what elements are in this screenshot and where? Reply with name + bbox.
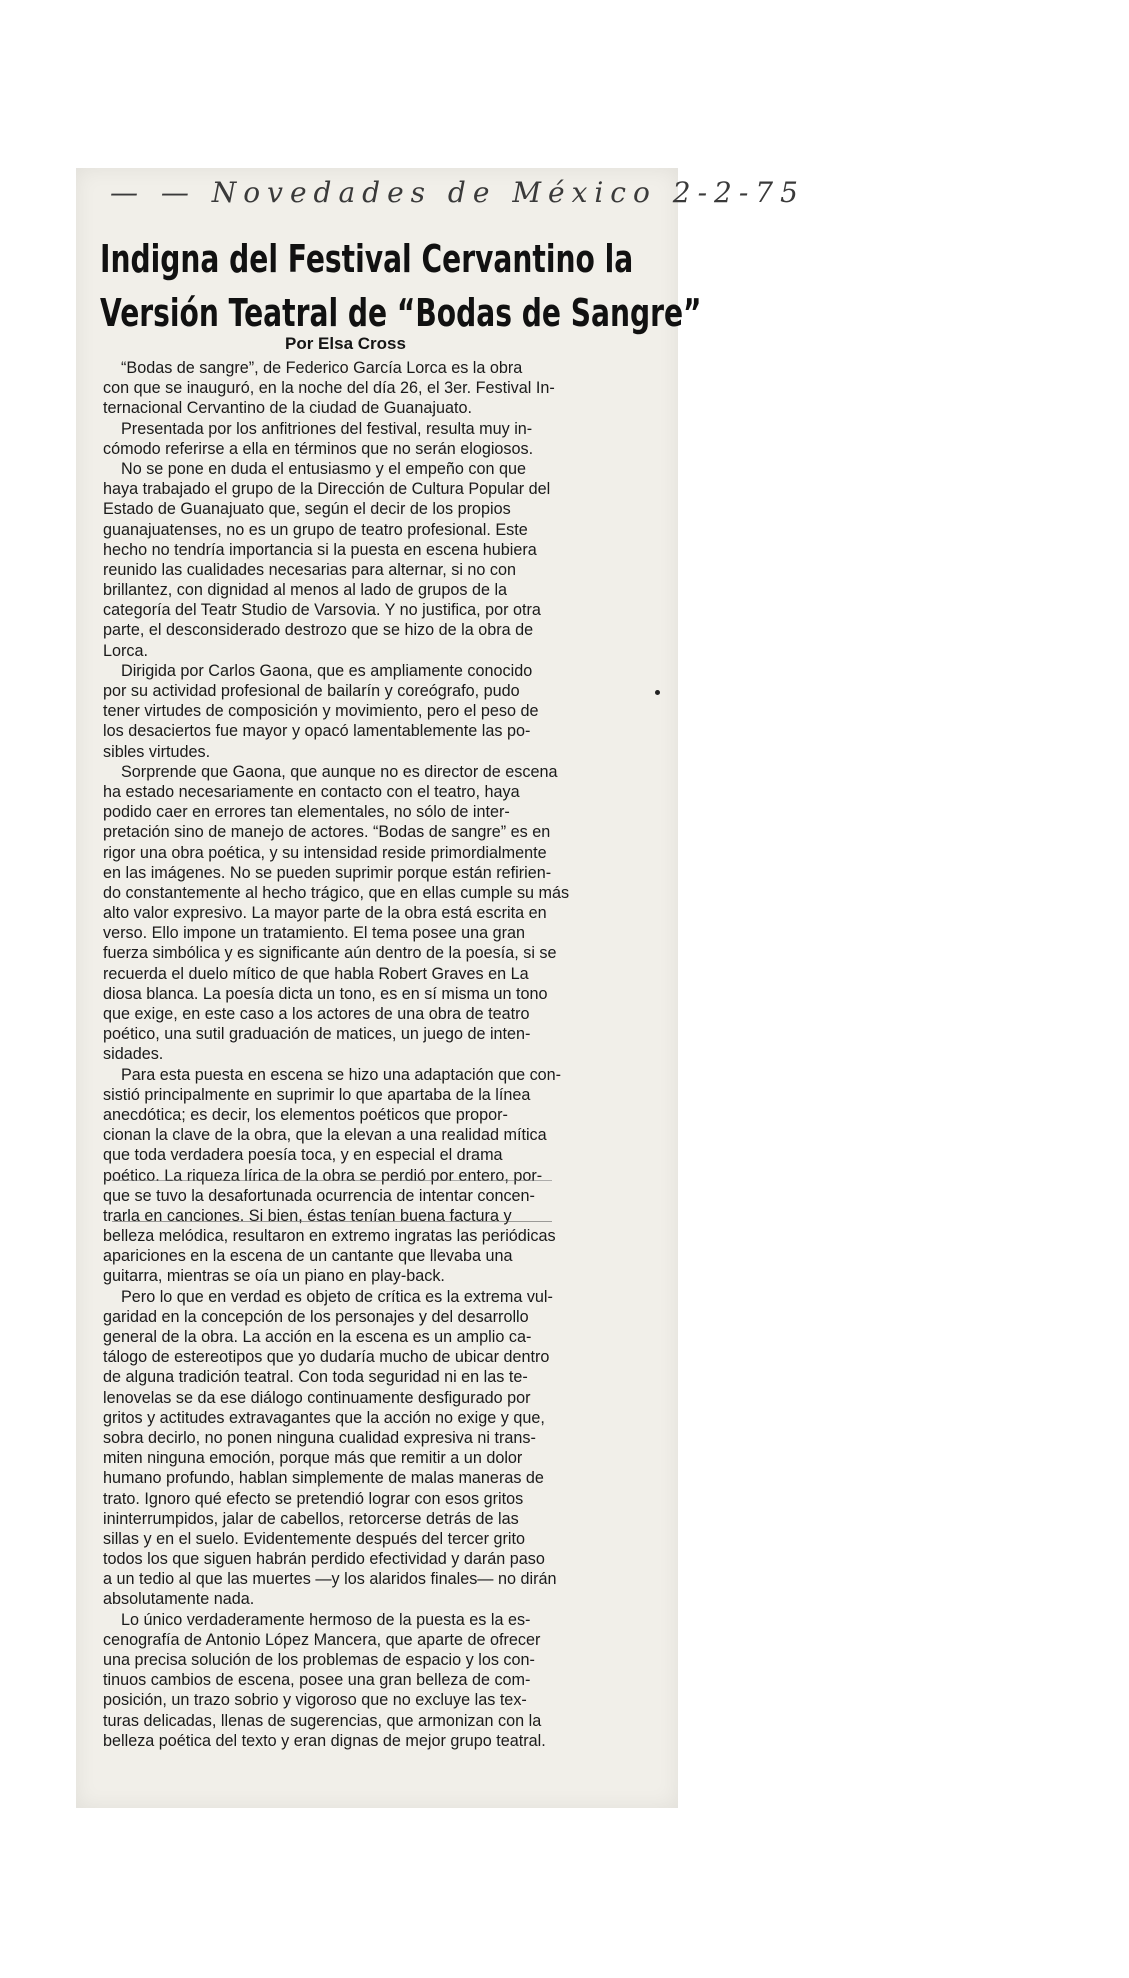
article-line: una precisa solución de los problemas de espacio y los con- — [103, 1651, 535, 1669]
article-line: absolutamente nada. — [103, 1590, 255, 1609]
article-line: Para esta puesta en escena se hizo una adaptación que con- — [121, 1065, 562, 1084]
article-line: sibles virtudes. — [103, 742, 211, 761]
article-line: de alguna tradición teatral. Con toda seguridad ni en las te- — [103, 1368, 528, 1387]
article-line: hecho no tendría importancia si la puesta en escena hubiera — [103, 540, 537, 559]
article-line: tálogo de estereotipos que yo dudaría mucho de ubicar dentro — [103, 1348, 550, 1367]
article-line: belleza poética del texto y eran dignas de mejor grupo teatral. — [103, 1731, 546, 1750]
article-line: ternacional Cervantino de la ciudad de Guanajuato. — [103, 399, 472, 418]
article-line: No se pone en duda el entusiasmo y el empeño con que — [121, 459, 526, 478]
article-headline — [100, 232, 702, 340]
article-line: que exige, en este caso a los actores de una obra de teatro — [103, 1005, 530, 1023]
article-line: por su actividad profesional de bailarín y coreógrafo, pudo — [103, 682, 520, 700]
article-line: tener virtudes de composición y movimiento, pero el peso de — [103, 702, 539, 721]
article-line: cionan la clave de la obra, que la elevan a una realidad mítica — [103, 1126, 547, 1145]
ink-speck — [655, 690, 660, 695]
article-line: sobra decirlo, no ponen ninguna cualidad expresiva ni trans- — [103, 1428, 536, 1447]
article-line: “Bodas de sangre”, de Federico García Lorca es la obra — [121, 359, 523, 377]
article-line: diosa blanca. La poesía dicta un tono, es en sí misma un tono — [103, 984, 548, 1003]
byline: Por Elsa Cross — [285, 334, 406, 353]
article-line: trarla en canciones. Si bien, éstas tenían buena factura y — [103, 1206, 512, 1225]
article-line: posición, un trazo sobrio y vigoroso que no excluye las tex- — [103, 1691, 527, 1710]
article-line: poético, una sutil graduación de matices, un juego de inten- — [103, 1025, 531, 1044]
article-line: categoría del Teatr Studio de Varsovia. Y no justifica, por otra — [103, 601, 541, 620]
article-line: Sorprende que Gaona, que aunque no es director de escena — [121, 762, 558, 781]
article-line: do constantemente al hecho trágico, que en ellas cumple su más — [103, 883, 570, 902]
article-line: Lo único verdaderamente hermoso de la puesta es la es- — [121, 1610, 531, 1629]
article-line: sistió principalmente en suprimir lo que apartaba de la línea — [103, 1085, 531, 1104]
article-line: ininterrumpidos, jalar de cabellos, retorcerse detrás de las — [103, 1509, 519, 1528]
article-line: lenovelas se da ese diálogo continuamente desfigurado por — [103, 1388, 531, 1407]
article-line: sidades. — [103, 1045, 164, 1064]
article-line: en las imágenes. No se pueden suprimir porque están refirien- — [103, 863, 552, 882]
article-line: fuerza simbólica y es significante aún dentro de la poesía, si se — [103, 944, 557, 963]
article-line: con que se inauguró, en la noche del día 26, el 3er. Festival In- — [103, 379, 555, 398]
article-line: todos los que siguen habrán perdido efectividad y darán paso — [103, 1550, 545, 1569]
article-line: reunido las cualidades necesarias para alternar, si no con — [103, 560, 517, 579]
article-line: turas delicadas, llenas de sugerencias, que armonizan con la — [103, 1711, 542, 1730]
article-line: sillas y en el suelo. Evidentemente después del tercer grito — [103, 1529, 526, 1548]
article-line: Estado de Guanajuato que, según el decir de los propios — [103, 500, 511, 519]
article-line: Lorca. — [103, 641, 148, 660]
article-line: podido caer en errores tan elementales, no sólo de inter- — [103, 803, 510, 822]
article-line: garidad en la concepción de los personajes y del desarrollo — [103, 1307, 529, 1326]
article-line: humano profundo, hablan simplemente de malas maneras de — [103, 1469, 544, 1488]
article-line: parte, el desconsiderado destrozo que se hizo de la obra de — [103, 621, 534, 640]
article-line: haya trabajado el grupo de la Dirección de Cultura Popular del — [103, 480, 551, 499]
article-line: a un tedio al que las muertes —y los alaridos finales— no dirán — [103, 1570, 557, 1589]
headline-line-1: Indigna del Festival Cervantino la — [100, 237, 634, 281]
article-line: Dirigida por Carlos Gaona, que es ampliamente conocido — [121, 661, 533, 680]
article-line: general de la obra. La acción en la escena es un amplio ca- — [103, 1328, 532, 1346]
article-line: belleza melódica, resultaron en extremo ingratas las periódicas — [103, 1227, 556, 1246]
article-line: que toda verdadera poesía toca, y en especial el drama — [103, 1146, 503, 1165]
article-line: tinuos cambios de escena, posee una gran belleza de com- — [103, 1671, 531, 1690]
article-line: rigor una obra poética, y su intensidad reside primordialmente — [103, 843, 547, 862]
article-line: gritos y actitudes extravagantes que la acción no exige y que, — [103, 1408, 545, 1427]
article-line: los desaciertos fue mayor y opacó lamentablemente las po- — [103, 722, 531, 741]
article-line: alto valor expresivo. La mayor parte de la obra está escrita en — [103, 904, 547, 923]
article-line: guanajuatenses, no es un grupo de teatro profesional. Este — [103, 520, 528, 539]
article-line: Pero lo que en verdad es objeto de crítica es la extrema vul- — [121, 1287, 553, 1306]
article-line: poético. La riqueza lírica de la obra se perdió por entero, por- — [103, 1166, 543, 1185]
article-line: miten ninguna emoción, porque más que remitir a un dolor — [103, 1449, 523, 1468]
article-line: guitarra, mientras se oía un piano en play-back. — [103, 1267, 445, 1286]
article-line: cenografía de Antonio López Mancera, que aparte de ofrecer — [103, 1630, 541, 1649]
article-line: ha estado necesariamente en contacto con el teatro, haya — [103, 782, 520, 801]
article-body — [103, 358, 663, 1751]
article-line: anecdótica; es decir, los elementos poéticos que propor- — [103, 1105, 508, 1124]
article-line: cómodo referirse a ella en términos que no serán elogiosos. — [103, 439, 534, 458]
handwritten-source-note: — — Novedades de México 2-2-75 — [110, 176, 805, 209]
article-line: pretación sino de manejo de actores. “Bodas de sangre” es en — [103, 823, 551, 842]
headline-line-2: Versión Teatral de “Bodas de Sangre” — [100, 291, 702, 335]
article-line: recuerda el duelo mítico de que habla Robert Graves en La — [103, 964, 529, 983]
article-line: verso. Ello impone un tratamiento. El tema posee una gran — [103, 924, 526, 943]
article-line: apariciones en la escena de un cantante que llevaba una — [103, 1247, 513, 1266]
article-line: Presentada por los anfitriones del festival, resulta muy in- — [121, 419, 533, 438]
article-line: brillantez, con dignidad al menos al lado de grupos de la — [103, 581, 508, 600]
article-line: trato. Ignoro qué efecto se pretendió lograr con esos gritos — [103, 1489, 524, 1508]
article-line: que se tuvo la desafortunada ocurrencia de intentar concen- — [103, 1186, 535, 1205]
